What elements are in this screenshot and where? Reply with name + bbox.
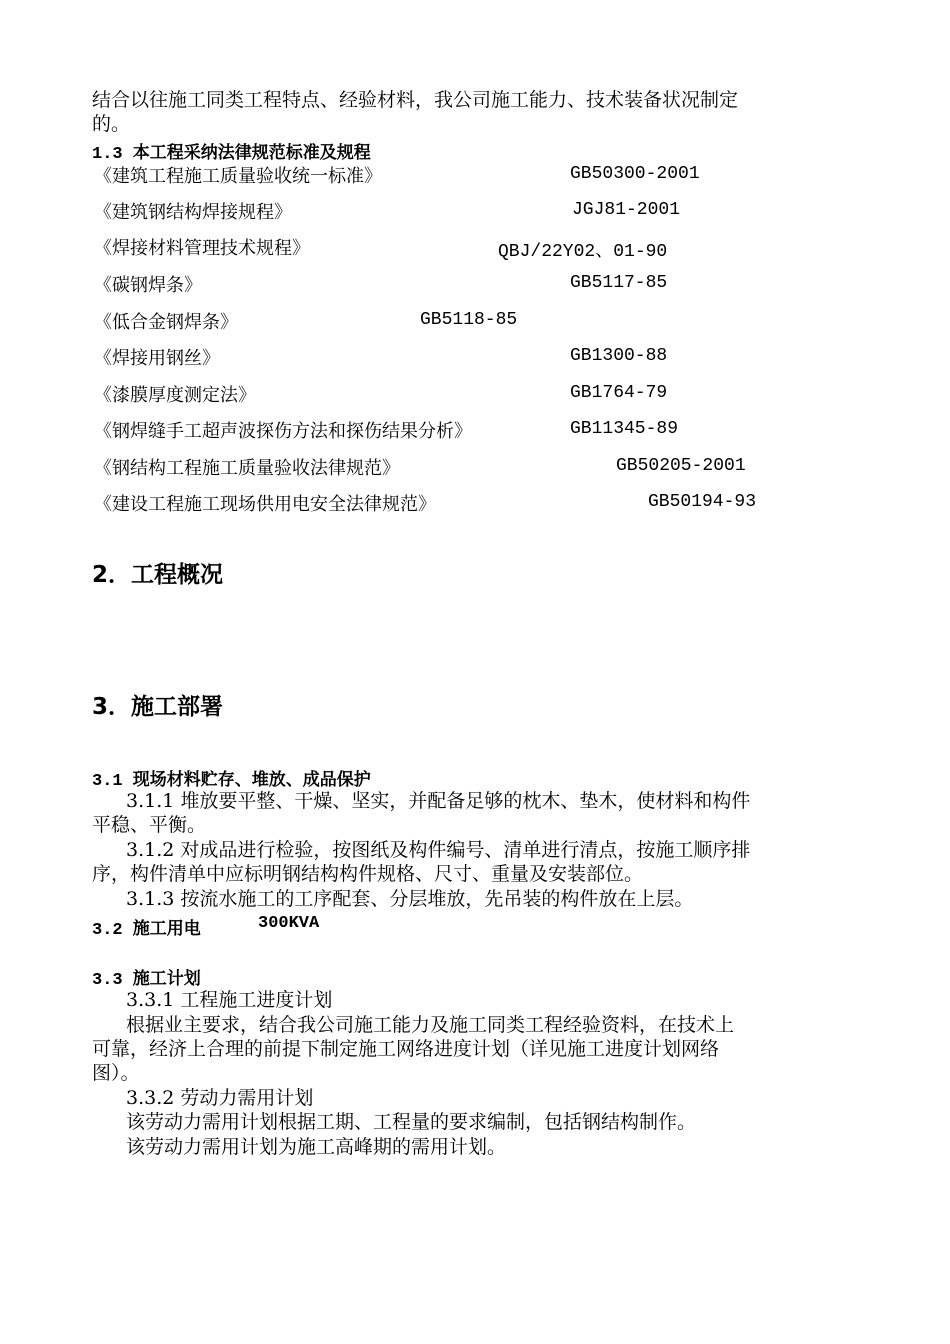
standard-code: GB5117-85 (570, 273, 668, 293)
standard-name: 《建筑钢结构焊接规程》 (94, 202, 292, 223)
standard-code: QBJ/22Y02、01-90 (498, 242, 668, 262)
standard-code: GB1300-88 (570, 346, 668, 366)
standard-code: GB50194-93 (648, 492, 757, 512)
section-3-1-heading: 3.1 现场材料贮存、堆放、成品保护 (92, 772, 371, 791)
standard-name: 《焊接材料管理技术规程》 (94, 238, 310, 259)
section-3-2-heading: 3.2 施工用电 (92, 921, 201, 940)
section-3-3-heading: 3.3 施工计划 (92, 971, 201, 990)
paragraph-3-1-1-line-2: 平稳、平衡。 (92, 814, 207, 836)
standard-code: GB11345-89 (570, 419, 679, 439)
standard-name: 《钢焊缝手工超声波探伤方法和探伤结果分析》 (94, 421, 472, 442)
standard-name: 《漆膜厚度测定法》 (94, 385, 256, 406)
section-1-3-heading: 1.3 本工程采纳法律规范标准及规程 (92, 145, 371, 164)
standard-name: 《碳钢焊条》 (94, 275, 202, 296)
subsection-3-3-2: 3.3.2 劳动力需用计划 (126, 1087, 314, 1109)
standard-code: GB50205-2001 (616, 456, 746, 476)
standard-code: GB1764-79 (570, 383, 668, 403)
paragraph-3-3-1-line-1: 根据业主要求，结合我公司施工能力及施工同类工程经验资料，在技术上 (126, 1014, 735, 1036)
standard-name: 《建筑工程施工质量验收统一标准》 (94, 166, 382, 187)
standard-code: GB50300-2001 (570, 164, 700, 184)
power-capacity-value: 300KVA (258, 914, 320, 933)
paragraph-3-1-2-line-1: 3.1.2 对成品进行检验，按图纸及构件编号、清单进行清点，按施工顺序排 (126, 839, 751, 861)
paragraph-3-3-2-line-1: 该劳动力需用计划根据工期、工程量的要求编制，包括钢结构制作。 (126, 1111, 697, 1133)
section-2-heading: 2．工程概况 (92, 562, 224, 588)
intro-line-2: 的。 (92, 113, 131, 135)
standard-name: 《低合金钢焊条》 (94, 312, 238, 333)
standard-name: 《钢结构工程施工质量验收法律规范》 (94, 458, 400, 479)
standard-name: 《焊接用钢丝》 (94, 348, 220, 369)
subsection-3-3-1: 3.3.1 工程施工进度计划 (126, 989, 333, 1011)
section-3-heading: 3．施工部署 (92, 694, 224, 720)
intro-line-1: 结合以往施工同类工程特点、经验材料，我公司施工能力、技术装备状况制定 (92, 89, 739, 111)
standard-name: 《建设工程施工现场供用电安全法律规范》 (94, 494, 436, 515)
paragraph-3-1-1-line-1: 3.1.1 堆放要平整、干燥、坚实，并配备足够的枕木、垫木，使材料和构件 (126, 790, 751, 812)
paragraph-3-3-1-line-2: 可靠，经济上合理的前提下制定施工网络进度计划（详见施工进度计划网络 (92, 1038, 720, 1060)
paragraph-3-3-2-line-2: 该劳动力需用计划为施工高峰期的需用计划。 (126, 1136, 507, 1158)
standard-code: GB5118-85 (420, 310, 518, 330)
paragraph-3-1-3: 3.1.3 按流水施工的工序配套、分层堆放，先吊装的构件放在上层。 (126, 888, 694, 910)
standard-code: JGJ81-2001 (572, 200, 681, 220)
paragraph-3-1-2-line-2: 序，构件清单中应标明钢结构构件规格、尺寸、重量及安装部位。 (92, 863, 644, 885)
paragraph-3-3-1-line-3: 图）。 (92, 1062, 140, 1084)
